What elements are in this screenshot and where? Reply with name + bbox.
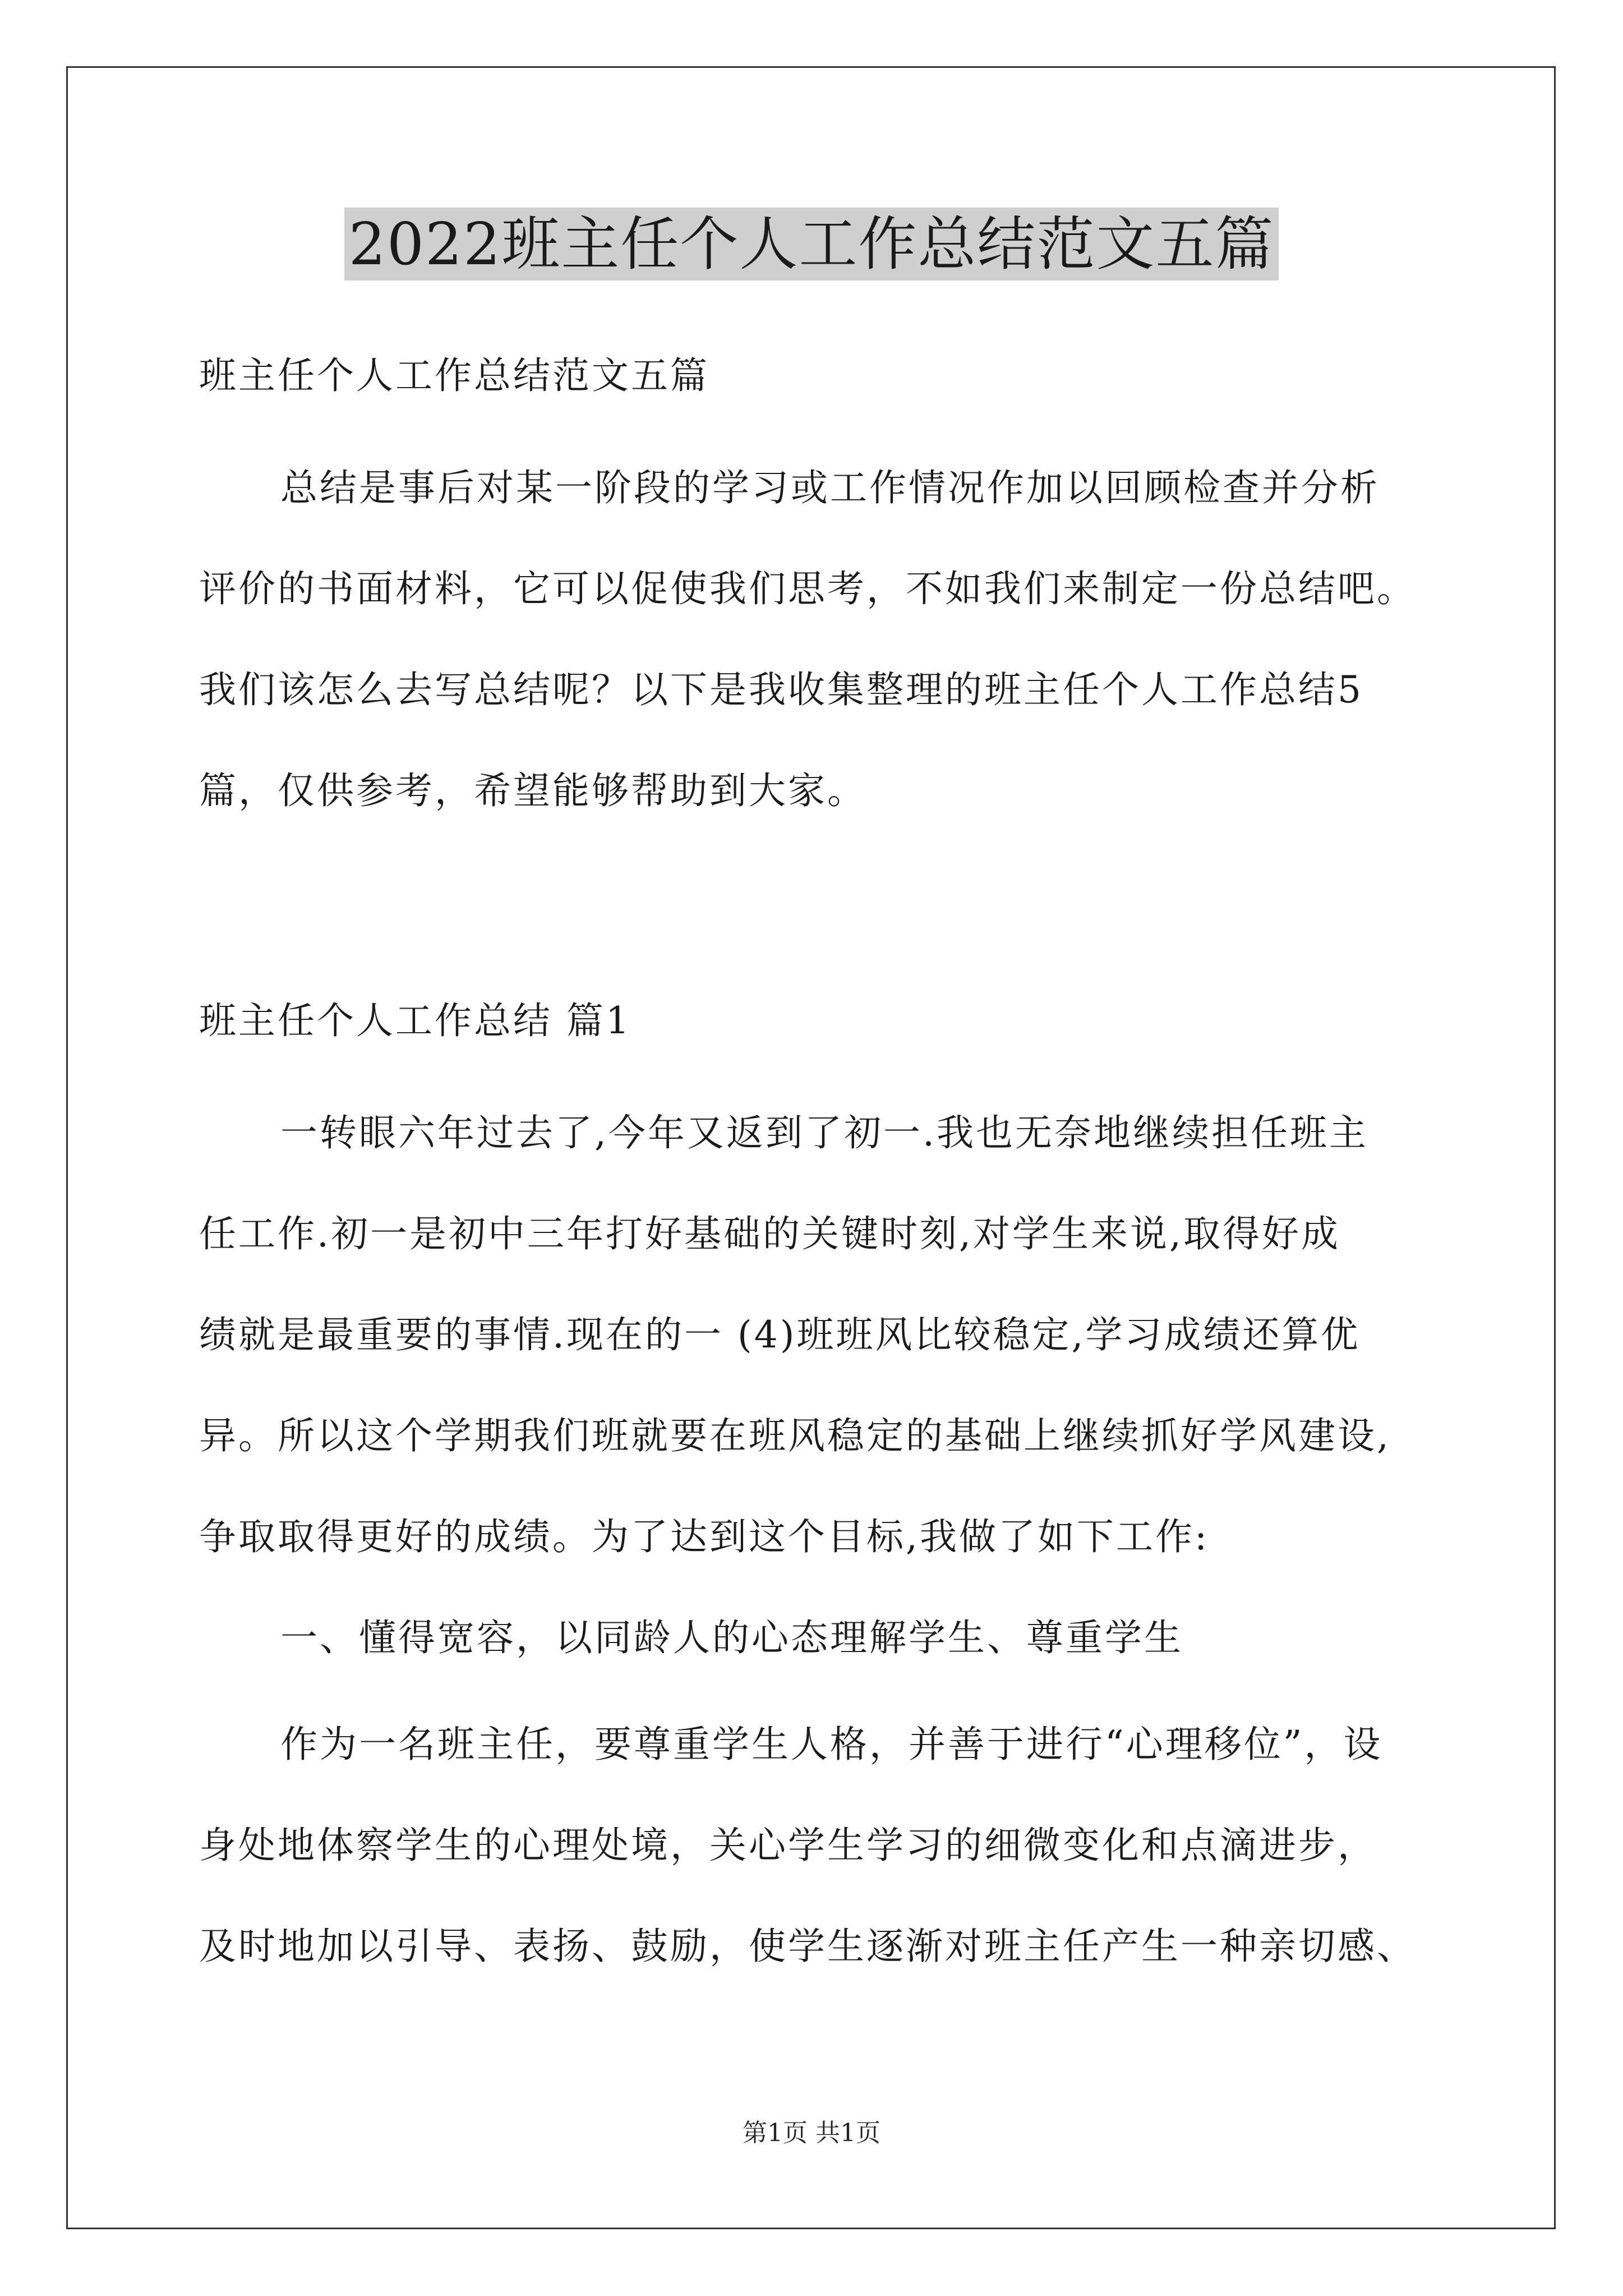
section-line-1: 一转眼六年过去了,今年又返到了初一.我也无奈地继续担任班主 (280, 1111, 1368, 1154)
point-line-1: 作为一名班主任，要尊重学生人格，并善于进行“心理移位”，设 (280, 1723, 1383, 1766)
section-line-5: 争取取得更好的成绩。为了达到这个目标,我做了如下工作: (199, 1515, 1210, 1558)
section-line-2: 任工作.初一是初中三年打好基础的关键时刻,对学生来说,取得好成 (199, 1212, 1340, 1255)
document-title (0, 205, 1623, 283)
section-line-3: 绩就是最重要的事情.现在的一 (4)班班风比较稳定,学习成绩还算优 (199, 1313, 1361, 1356)
intro-line-2: 评价的书面材料，它可以促使我们思考，不如我们来制定一份总结吧。 (199, 567, 1416, 610)
section-line-4: 异。所以这个学期我们班就要在班风稳定的基础上继续抓好学风建设, (199, 1414, 1391, 1457)
document-subtitle: 班主任个人工作总结范文五篇 (199, 354, 709, 397)
section-heading: 班主任个人工作总结 篇1 (199, 999, 631, 1042)
point-line-2: 身处地体察学生的心理处境，关心学生学习的细微变化和点滴进步， (199, 1824, 1377, 1867)
document-title-text: 2022班主任个人工作总结范文五篇 (344, 208, 1279, 280)
intro-line-3: 我们该怎么去写总结呢？以下是我收集整理的班主任个人工作总结5 (199, 668, 1363, 711)
point-line-3: 及时地加以引导、表扬、鼓励，使学生逐渐对班主任产生一种亲切感、 (199, 1925, 1416, 1968)
intro-line-4: 篇，仅供参考，希望能够帮助到大家。 (199, 769, 866, 812)
page-footer: 第1页 共1页 (743, 2119, 880, 2147)
point-heading: 一、懂得宽容，以同龄人的心态理解学生、尊重学生 (280, 1616, 1183, 1659)
intro-line-1: 总结是事后对某一阶段的学习或工作情况作加以回顾检查并分析 (280, 466, 1380, 509)
